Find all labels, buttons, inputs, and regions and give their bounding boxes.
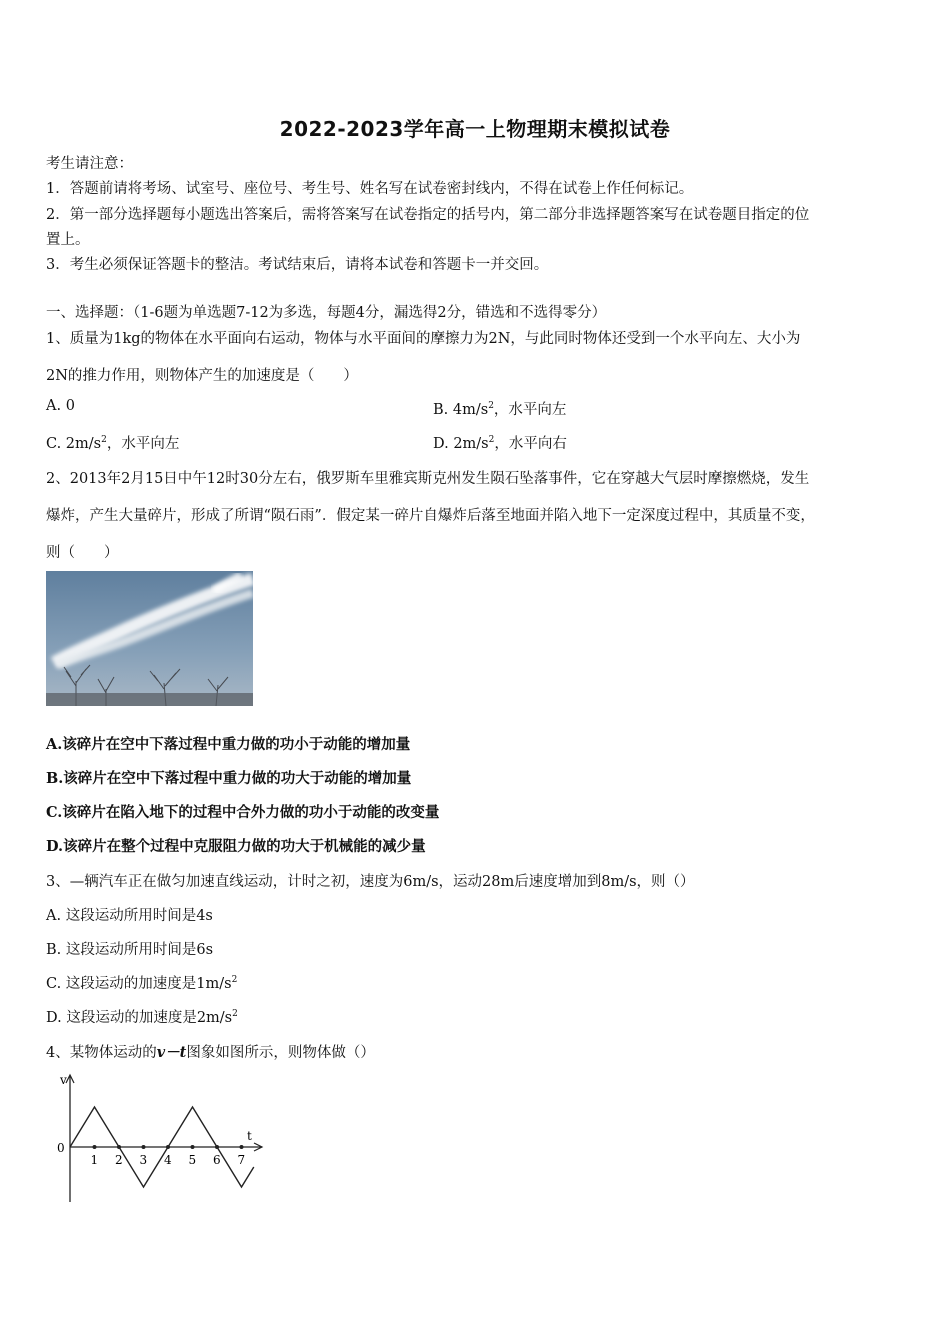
q2-option-a: A.该碎片在空中下落过程中重力做的功小于动能的增加量 xyxy=(46,736,411,753)
section-heading: 一、选择题：（1-6题为单选题7-12为多选，每题4分，漏选得2分，错选和不选得零分） xyxy=(46,305,607,321)
q1-option-b: B. $4m/s^2$，水平向左 xyxy=(433,401,567,418)
tick-label-2: 2 xyxy=(115,1153,123,1167)
tick-dot-1 xyxy=(93,1145,97,1149)
tick-dot-3 xyxy=(142,1145,146,1149)
q2-option-c: C.该碎片在陷入地下的过程中合外力做的功小于动能的改变量 xyxy=(46,804,440,821)
q1-stem-line-1: 1、质量为1kg的物体在水平面向右运动，物体与水平面间的摩擦力为2N，与此同时物体还受到一个水平向左、大小为 xyxy=(46,331,801,347)
tick-label-6: 6 xyxy=(213,1153,221,1167)
q2-stem-line-3: 则（ ） xyxy=(46,545,119,561)
q2-option-b: B.该碎片在空中下落过程中重力做的功大于动能的增加量 xyxy=(46,770,412,787)
q3-option-a: A. 这段运动所用时间是4s xyxy=(46,908,213,924)
q3-option-d: D. 这段运动的加速度是$2m/s^2$ xyxy=(46,1009,238,1026)
tick-label-7: 7 xyxy=(237,1153,246,1167)
t-axis-label: t xyxy=(247,1129,252,1143)
q1-option-a: A. 0 xyxy=(46,398,75,414)
q3-stem: 3、—辆汽车正在做匀加速直线运动，计时之初，速度为6m/s，运动28m后速度增加到8m/s，则（） xyxy=(46,874,695,890)
notice-item-1: 1．答题前请将考场、试室号、座位号、考生号、姓名写在试卷密封线内，不得在试卷上作任何标记。 xyxy=(46,181,694,197)
origin-label: 0 xyxy=(57,1141,65,1155)
tick-label-1: 1 xyxy=(90,1153,99,1167)
notice-item-2-continued: 置上。 xyxy=(46,232,90,248)
q4-stem: 4、某物体运动的v－t图象如图所示，则物体做（） xyxy=(46,1044,375,1061)
q1-stem-line-2: 2N的推力作用，则物体产生的加速度是（ ） xyxy=(46,368,358,384)
vt-graph xyxy=(50,1070,275,1205)
q1-option-c: C. $2m/s^2$，水平向左 xyxy=(46,435,180,452)
meteor-trail-photo xyxy=(46,571,253,706)
v-axis-label: v xyxy=(60,1073,67,1087)
q2-option-d: D.该碎片在整个过程中克服阻力做的功大于机械能的减少量 xyxy=(46,838,426,855)
q3-option-c: C. 这段运动的加速度是$1m/s^2$ xyxy=(46,975,238,992)
tick-dot-5 xyxy=(191,1145,195,1149)
notice-item-2: 2．第一部分选择题每小题选出答案后，需将答案写在试卷指定的括号内，第二部分非选择题答案写在试卷题目指定的位 xyxy=(46,207,810,223)
tick-label-4: 4 xyxy=(164,1153,172,1167)
exam-title: 2022-2023学年高一上物理期末模拟试卷 xyxy=(279,117,671,141)
q2-stem-line-1: 2、2013年2月15日中午12时30分左右，俄罗斯车里雅宾斯克州发生陨石坠落事件，它在穿越大气层时摩擦燃烧，发生 xyxy=(46,471,810,487)
notice-item-3: 3．考生必须保证答题卡的整洁。考试结束后，请将本试卷和答题卡一并交回。 xyxy=(46,257,549,273)
q3-option-b: B. 这段运动所用时间是6s xyxy=(46,942,214,958)
q2-stem-line-2: 爆炸，产生大量碎片，形成了所谓“陨石雨”．假定某一碎片自爆炸后落至地面并陷入地下一定深度过程中，其质量不变， xyxy=(46,508,815,524)
tick-label-5: 5 xyxy=(188,1153,197,1167)
tick-label-3: 3 xyxy=(139,1153,148,1167)
notice-heading: 考生请注意： xyxy=(46,156,133,172)
tick-dot-7 xyxy=(240,1145,244,1149)
q1-option-d: D. $2m/s^2$，水平向右 xyxy=(433,435,567,452)
